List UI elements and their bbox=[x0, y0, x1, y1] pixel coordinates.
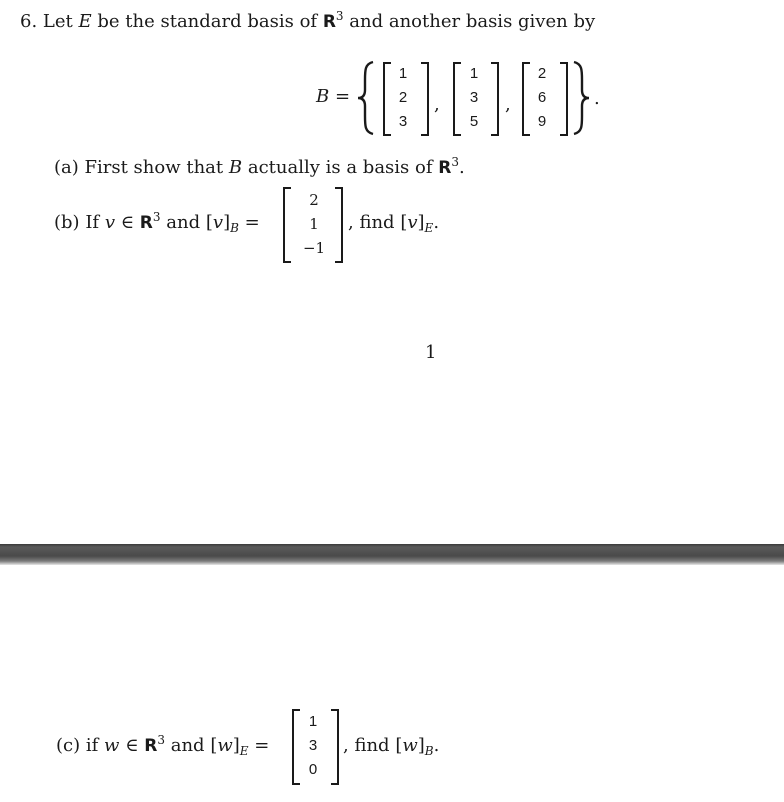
find-text: , find bbox=[343, 735, 390, 756]
period: . bbox=[433, 212, 440, 233]
vector-c-entry-2: 3 bbox=[308, 737, 318, 754]
intro-text: Let bbox=[42, 11, 73, 32]
vector-b-entry-3: −1 bbox=[302, 239, 326, 257]
subscript-b: B bbox=[230, 221, 239, 235]
close-bracket: ] bbox=[232, 735, 240, 756]
vector-b-right-bracket bbox=[335, 187, 343, 263]
vector-c-right-bracket bbox=[331, 709, 339, 785]
intro-text-post: and another basis given by bbox=[349, 11, 596, 32]
vector-b-entry-1: 2 bbox=[309, 191, 319, 209]
vector-c-entry-3: 0 bbox=[308, 761, 318, 778]
subscript-e: E bbox=[239, 744, 249, 758]
equals-sign: = bbox=[254, 735, 270, 756]
part-c bbox=[56, 735, 269, 758]
vector3-entry-1: 2 bbox=[537, 65, 547, 82]
part-b-find bbox=[348, 212, 439, 235]
symbol-b: B bbox=[228, 157, 243, 178]
basis-label bbox=[316, 86, 350, 108]
part-b-if: If bbox=[85, 212, 100, 233]
symbol-reals: R bbox=[139, 213, 153, 233]
vector-b-entry-2: 1 bbox=[309, 215, 319, 233]
page-number: 1 bbox=[425, 342, 437, 363]
symbol-v: v bbox=[104, 212, 115, 233]
exponent: 3 bbox=[157, 733, 165, 747]
equals-sign: = bbox=[334, 86, 351, 107]
element-of: ∈ bbox=[125, 735, 139, 756]
symbol-reals: R bbox=[144, 736, 158, 756]
part-b bbox=[54, 212, 260, 235]
open-bracket: [ bbox=[395, 735, 403, 756]
symbol-e: E bbox=[78, 11, 92, 32]
vector3-entry-2: 6 bbox=[537, 89, 547, 106]
part-c-label: (c) bbox=[56, 735, 81, 756]
subscript-e: E bbox=[424, 221, 434, 235]
open-bracket: [ bbox=[400, 212, 408, 233]
close-bracket: ] bbox=[417, 212, 425, 233]
vector1-entry-1: 1 bbox=[398, 65, 408, 82]
symbol-v: v bbox=[212, 212, 224, 233]
vector-c-left-bracket bbox=[292, 709, 300, 785]
left-brace bbox=[355, 60, 377, 136]
period: . bbox=[458, 157, 465, 178]
open-bracket: [ bbox=[205, 212, 213, 233]
symbol-w: w bbox=[402, 735, 418, 756]
close-bracket: ] bbox=[223, 212, 231, 233]
exponent: 3 bbox=[335, 9, 344, 23]
part-a-text-mid: actually is a basis of bbox=[247, 157, 433, 178]
intro-text-mid: be the standard basis of bbox=[97, 11, 318, 32]
exponent: 3 bbox=[152, 210, 161, 224]
symbol-w: w bbox=[104, 735, 120, 756]
part-a bbox=[54, 157, 465, 180]
element-of: ∈ bbox=[120, 212, 135, 233]
find-text: , find bbox=[348, 212, 395, 233]
vector2-entry-3: 5 bbox=[469, 113, 479, 130]
vector1-left-bracket bbox=[383, 62, 391, 136]
part-c-find bbox=[343, 735, 439, 758]
subscript-b: B bbox=[424, 744, 434, 758]
problem-statement bbox=[20, 11, 595, 34]
right-brace bbox=[570, 60, 592, 136]
vector2-left-bracket bbox=[453, 62, 461, 136]
part-b-label: (b) bbox=[54, 212, 80, 233]
vector3-right-bracket bbox=[560, 62, 568, 136]
exponent: 3 bbox=[451, 155, 459, 169]
symbol-v: v bbox=[407, 212, 418, 233]
part-a-text: First show that bbox=[84, 157, 224, 178]
vector1-right-bracket bbox=[421, 62, 429, 136]
vector3-left-bracket bbox=[522, 62, 530, 136]
problem-number: 6. bbox=[20, 11, 38, 32]
close-bracket: ] bbox=[417, 735, 425, 756]
period: . bbox=[433, 735, 440, 756]
vector2-entry-2: 3 bbox=[469, 89, 479, 106]
part-b-and: and bbox=[166, 212, 201, 233]
symbol-reals: R bbox=[322, 12, 336, 32]
symbol-b: B bbox=[316, 86, 330, 107]
symbol-w: w bbox=[217, 735, 233, 756]
vector-c-entry-1: 1 bbox=[308, 713, 318, 730]
page-divider bbox=[0, 544, 784, 565]
part-c-if: if bbox=[85, 735, 99, 756]
open-bracket: [ bbox=[210, 735, 218, 756]
vector-b-left-bracket bbox=[283, 187, 291, 263]
separator: , bbox=[505, 94, 511, 115]
vector1-entry-3: 3 bbox=[398, 113, 408, 130]
vector2-right-bracket bbox=[491, 62, 499, 136]
part-c-and: and bbox=[170, 735, 205, 756]
part-a-label: (a) bbox=[54, 157, 79, 178]
equals-sign: = bbox=[244, 212, 260, 233]
period: . bbox=[594, 88, 600, 109]
separator: , bbox=[434, 94, 440, 115]
vector3-entry-3: 9 bbox=[537, 113, 547, 130]
vector1-entry-2: 2 bbox=[398, 89, 408, 106]
vector2-entry-1: 1 bbox=[469, 65, 479, 82]
symbol-reals: R bbox=[438, 158, 452, 178]
